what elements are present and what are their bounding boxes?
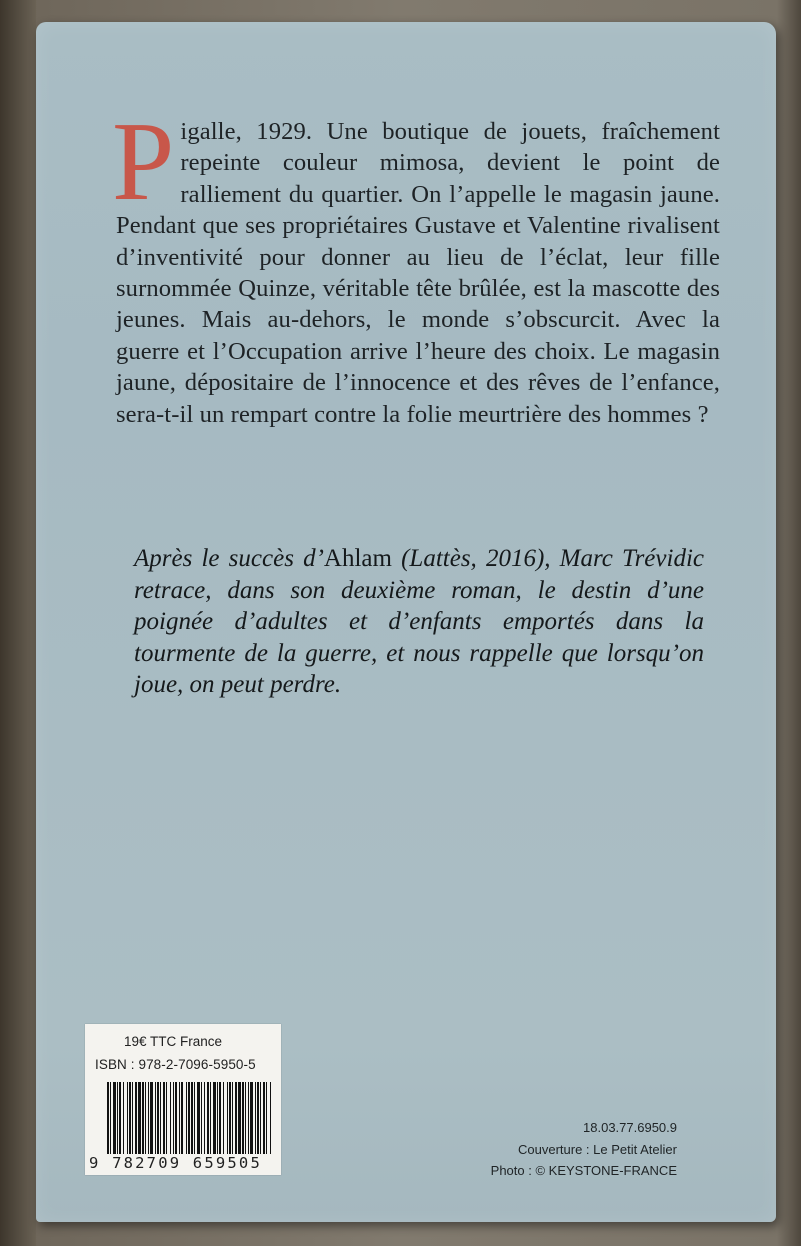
barcode-digits: 9 782709 659505 [89, 1154, 262, 1172]
blurb-title: Ahlam [323, 545, 392, 572]
blurb-part2: (Lattès, 2016), Marc Trévidic retrace, dans son deuxième roman, le destin d’une poignée d’adultes et d’enfants emportés dans la tourmente de la guerre, et nous rappelle que lorsqu’on joue, on peut perdre. [134, 545, 704, 698]
barcode-label [85, 1024, 281, 1175]
summary-body: igalle, 1929. Une boutique de jouets, fraîchement repeinte couleur mimosa, devient le point de ralliement du quartier. On l’appelle le magasin jaune. Pendant que ses propriétaires Gustave et Valentine rivalisent d’inventivité pour donner au lieu de l’éclat, leur fille surnommée Quinze, véritable tête brûlée, est la mascotte des jeunes. Mais au-dehors, le monde s’obscurcit. Avec la guerre et l’Occupation arrive l’heure des choix. Le magasin jaune, dépositaire de l’innocence et des rêves de l’enfance, sera-t-il un rempart contre la folie meurtrière des hommes ? [116, 118, 720, 428]
photo-credit: Photo : © KEYSTONE-FRANCE [490, 1163, 677, 1178]
summary-text [112, 100, 720, 430]
drop-cap: P [112, 100, 175, 224]
catalog-code: 18.03.77.6950.9 [583, 1120, 677, 1135]
isbn-text: ISBN : 978-2-7096-5950-5 [95, 1057, 256, 1072]
book-back-cover [36, 22, 776, 1222]
background-surface [0, 0, 36, 1246]
credits [491, 1117, 677, 1182]
author-blurb [134, 543, 704, 701]
blurb-part1: Après le succès d’ [134, 545, 324, 572]
cover-credit: Couverture : Le Petit Atelier [518, 1141, 677, 1157]
barcode-bars [107, 1082, 275, 1154]
price-text: 19€ TTC France [124, 1034, 223, 1049]
